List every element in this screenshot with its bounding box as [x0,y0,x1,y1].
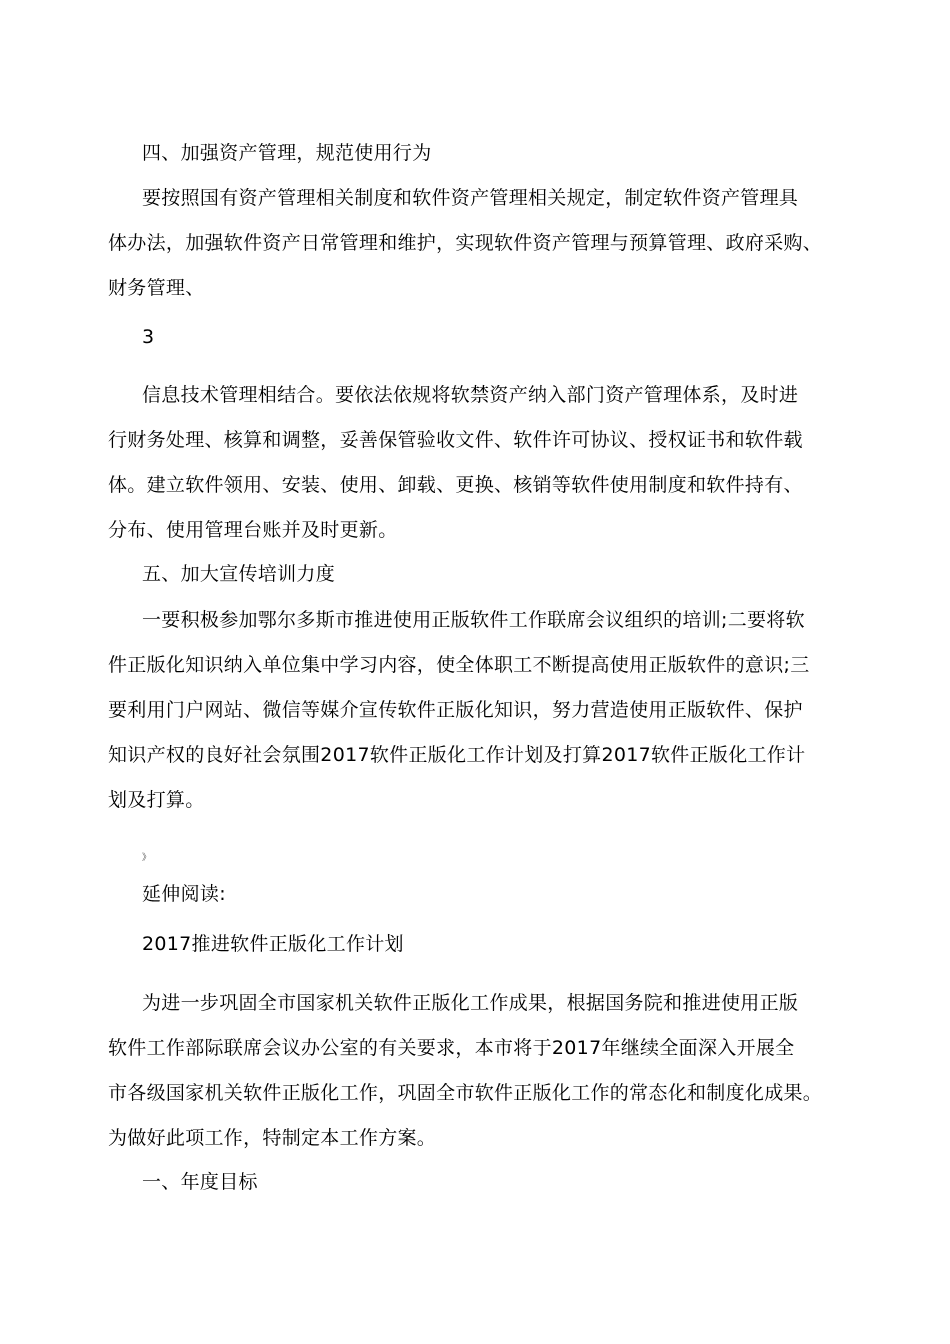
text-line: 四、加强资产管理，规范使用行为 [142,142,432,164]
text-line: 软件工作部际联席会议办公室的有关要求，本市将于2017年继续全面深入开展全 [108,1037,795,1059]
text-line: 2017推进软件正版化工作计划 [142,933,404,955]
text-line: 市各级国家机关软件正版化工作，巩固全市软件正版化工作的常态化和制度化成果。 [108,1082,823,1104]
paragraph-it-management [108,373,860,553]
text-line: 财务管理、 [108,277,205,299]
text-line: 3 [142,326,155,348]
section-heading-4 [108,131,860,176]
small-mark [142,852,894,864]
text-line: 》 [142,853,152,863]
text-line: 一要积极参加鄂尔多斯市推进使用正版软件工作联席会议组织的培训;二要将软 [142,609,805,631]
text-line: 划及打算。 [108,789,205,811]
paragraph-training [108,598,860,823]
text-line: 要利用门户网站、微信等媒介宣传软件正版化知识，努力营造使用正版软件、保护 [108,699,803,721]
paragraph-intro [108,981,860,1161]
text-line: 分布、使用管理台账并及时更新。 [108,519,398,541]
text-line: 五、加大宣传培训力度 [142,563,336,585]
section-heading-5 [108,552,860,597]
text-line: 为做好此项工作，特制定本工作方案。 [108,1127,437,1149]
text-line: 体。建立软件领用、安装、使用、卸载、更换、核销等软件使用制度和软件持有、 [108,474,803,496]
extended-reading-label [108,872,860,917]
article-title [108,922,860,967]
section-heading-1 [108,1160,860,1205]
text-line: 信息技术管理相结合。要依法依规将软禁资产纳入部门资产管理体系，及时进 [142,384,799,406]
text-line: 要按照国有资产管理相关制度和软件资产管理相关规定，制定软件资产管理具 [142,187,799,209]
text-line: 延伸阅读: [142,883,226,905]
text-line: 件正版化知识纳入单位集中学习内容，使全体职工不断提高使用正版软件的意识;三 [108,654,810,676]
text-line: 为进一步巩固全市国家机关软件正版化工作成果，根据国务院和推进使用正版 [142,992,799,1014]
text-line: 一、年度目标 [142,1171,258,1193]
text-line: 体办法，加强软件资产日常管理和维护，实现软件资产管理与预算管理、政府采购、 [108,232,823,254]
text-line: 知识产权的良好社会氛围2017软件正版化工作计划及打算2017软件正版化工作计 [108,744,806,766]
paragraph-asset-management [108,176,860,311]
page-number [108,315,860,360]
text-line: 行财务处理、核算和调整，妥善保管验收文件、软件许可协议、授权证书和软件载 [108,429,803,451]
